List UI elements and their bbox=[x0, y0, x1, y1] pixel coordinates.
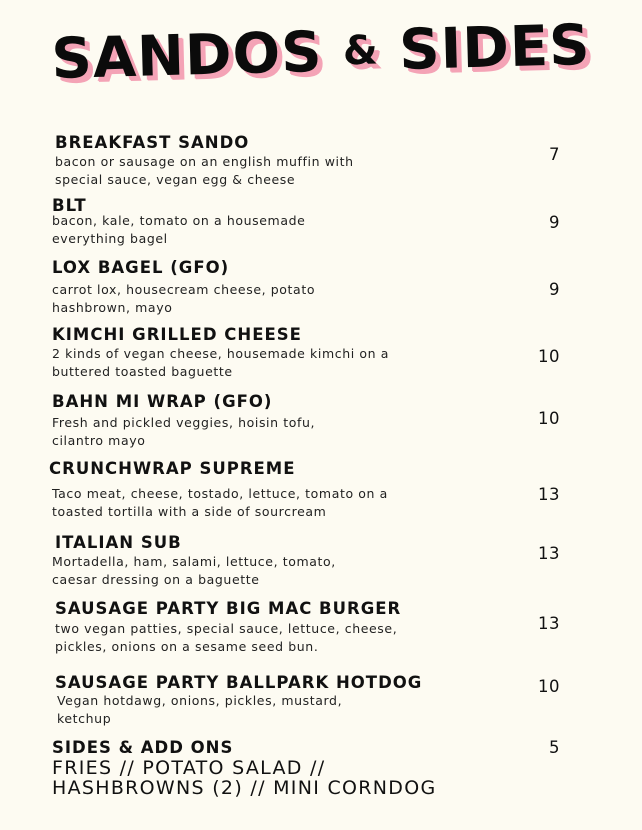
item-price: 13 bbox=[538, 485, 560, 504]
item-name: BLT bbox=[52, 196, 87, 215]
item-name: CRUNCHWRAP SUPREME bbox=[49, 459, 296, 478]
item-price: 13 bbox=[538, 544, 560, 563]
item-price: 10 bbox=[538, 409, 560, 428]
item-description: bacon or sausage on an english muffin with special sauce, vegan egg & cheese bbox=[55, 154, 354, 187]
item-description: two vegan patties, special sauce, lettuce, cheese, pickles, onions on a sesame seed bun. bbox=[55, 621, 398, 654]
page-title bbox=[0, 12, 642, 94]
item-name: SAUSAGE PARTY BALLPARK HOTDOG bbox=[55, 673, 423, 692]
item-name: BREAKFAST SANDO bbox=[55, 133, 250, 152]
item-description: Mortadella, ham, salami, lettuce, tomato, caesar dressing on a baguette bbox=[52, 554, 336, 587]
title-second: SIDES bbox=[398, 12, 592, 83]
item-description: Taco meat, cheese, tostado, lettuce, tomato on a toasted tortilla with a side of sourcream bbox=[52, 486, 388, 519]
item-name: BAHN MI WRAP (GFO) bbox=[52, 392, 273, 411]
item-price: 9 bbox=[549, 280, 560, 299]
sides-line-1: FRIES // POTATO SALAD // bbox=[52, 757, 326, 779]
item-name: ITALIAN SUB bbox=[55, 533, 182, 552]
item-price: 10 bbox=[538, 347, 560, 366]
item-description: carrot lox, housecream cheese, potato hashbrown, mayo bbox=[52, 282, 316, 315]
item-description: 2 kinds of vegan cheese, housemade kimchi on a buttered toasted baguette bbox=[52, 346, 389, 379]
item-description: Fresh and pickled veggies, hoisin tofu, cilantro mayo bbox=[52, 415, 316, 448]
item-name: LOX BAGEL (GFO) bbox=[52, 258, 230, 277]
item-price: 9 bbox=[549, 213, 560, 232]
item-price: 7 bbox=[549, 145, 560, 164]
item-description: Vegan hotdawg, onions, pickles, mustard, ketchup bbox=[57, 693, 343, 726]
sides-line-2: HASHBROWNS (2) // MINI CORNDOG bbox=[52, 777, 437, 799]
menu-header bbox=[0, 6, 642, 106]
sides-price: 5 bbox=[549, 738, 560, 757]
title-ampersand: & bbox=[342, 27, 380, 75]
item-name: SAUSAGE PARTY BIG MAC BURGER bbox=[55, 599, 402, 618]
item-price: 10 bbox=[538, 677, 560, 696]
sides-heading: SIDES & ADD ONS bbox=[52, 738, 234, 757]
item-description: bacon, kale, tomato on a housemade everything bagel bbox=[52, 213, 306, 246]
item-name: KIMCHI GRILLED CHEESE bbox=[52, 325, 302, 344]
item-price: 13 bbox=[538, 614, 560, 633]
title-main: SANDOS bbox=[50, 19, 324, 93]
